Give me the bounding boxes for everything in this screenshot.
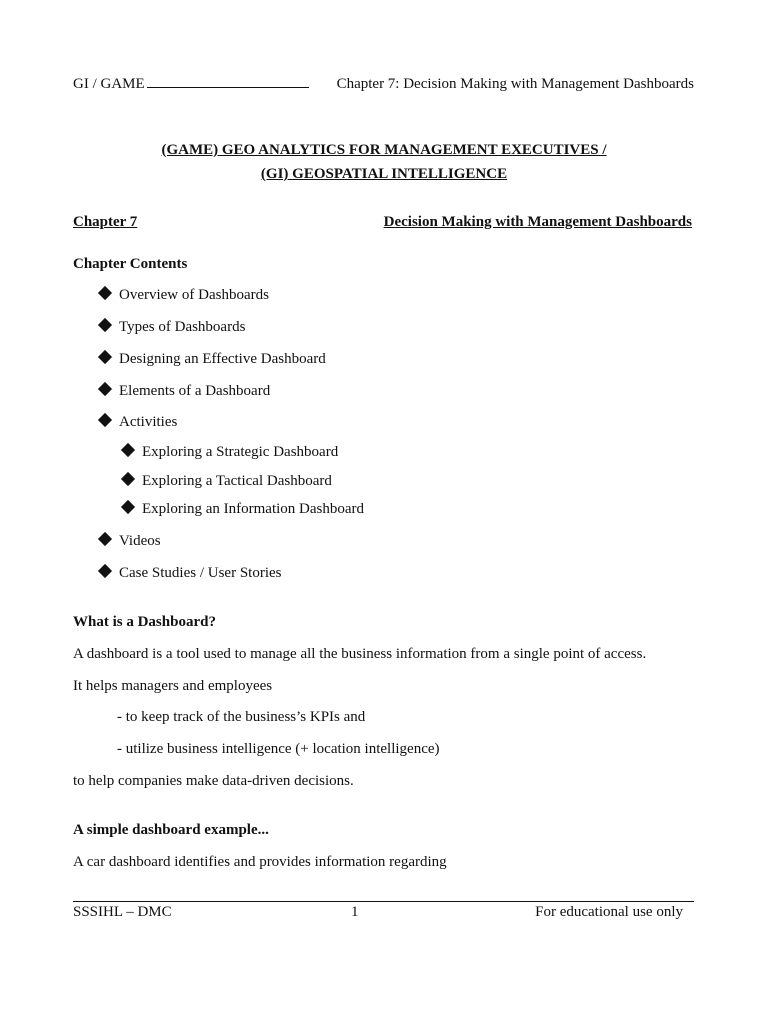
- header-course-code: GI / GAME: [73, 76, 145, 92]
- list-item-text: Videos: [119, 533, 161, 549]
- list-item: [100, 383, 270, 400]
- list-item: [100, 287, 269, 304]
- diamond-bullet-icon: [98, 286, 112, 300]
- chapter-name: Decision Making with Management Dashboards: [383, 214, 692, 230]
- page-number: 1: [351, 904, 359, 920]
- list-item: [100, 565, 282, 582]
- sub-list-item: [123, 444, 338, 461]
- diamond-bullet-icon: [121, 443, 135, 457]
- diamond-bullet-icon: [98, 382, 112, 396]
- diamond-bullet-icon: [98, 413, 112, 427]
- sub-list-item-text: Exploring a Tactical Dashboard: [142, 473, 332, 489]
- list-item-text: Designing an Effective Dashboard: [119, 351, 326, 367]
- diamond-bullet-icon: [98, 532, 112, 546]
- list-item: [100, 533, 161, 550]
- list-item: [100, 414, 177, 431]
- indented-line: - utilize business intelligence (+ location intelligence): [117, 741, 440, 757]
- diamond-bullet-icon: [121, 500, 135, 514]
- chapter-number: Chapter 7: [73, 214, 138, 230]
- list-item: [100, 319, 245, 336]
- sub-list-item-text: Exploring a Strategic Dashboard: [142, 444, 339, 460]
- footer-right: For educational use only: [535, 904, 683, 920]
- header-underline: [147, 86, 309, 88]
- course-title-line1: (GAME) GEO ANALYTICS FOR MANAGEMENT EXECUTIVES /: [161, 142, 607, 158]
- list-item-text: Overview of Dashboards: [119, 287, 269, 303]
- footer-rule: [73, 901, 694, 902]
- sub-list-item: [123, 473, 332, 490]
- diamond-bullet-icon: [98, 564, 112, 578]
- diamond-bullet-icon: [98, 350, 112, 364]
- footer-left: SSSIHL – DMC: [73, 904, 172, 920]
- paragraph: A car dashboard identifies and provides information regarding: [73, 854, 447, 870]
- list-item-text: Types of Dashboards: [119, 319, 246, 335]
- list-item-text: Elements of a Dashboard: [119, 383, 271, 399]
- list-item: [100, 351, 326, 368]
- page-header-left: [73, 76, 309, 93]
- sub-list-item: [123, 501, 364, 518]
- section-heading: A simple dashboard example...: [73, 822, 269, 838]
- sub-list-item-text: Exploring an Information Dashboard: [142, 501, 365, 517]
- list-item-text: Case Studies / User Stories: [119, 565, 282, 581]
- diamond-bullet-icon: [98, 318, 112, 332]
- paragraph: to help companies make data-driven decisions.: [73, 773, 354, 789]
- contents-heading: Chapter Contents: [73, 256, 188, 272]
- paragraph: It helps managers and employees: [73, 678, 273, 694]
- section-heading: What is a Dashboard?: [73, 614, 216, 630]
- diamond-bullet-icon: [121, 472, 135, 486]
- paragraph: A dashboard is a tool used to manage all the business information from a single point of access.: [73, 646, 647, 662]
- page-header-right: Chapter 7: Decision Making with Management Dashboards: [336, 76, 694, 92]
- course-title-line2: (GI) GEOSPATIAL INTELLIGENCE: [260, 166, 508, 182]
- list-item-text: Activities: [119, 414, 178, 430]
- indented-line: - to keep track of the business’s KPIs and: [117, 709, 366, 725]
